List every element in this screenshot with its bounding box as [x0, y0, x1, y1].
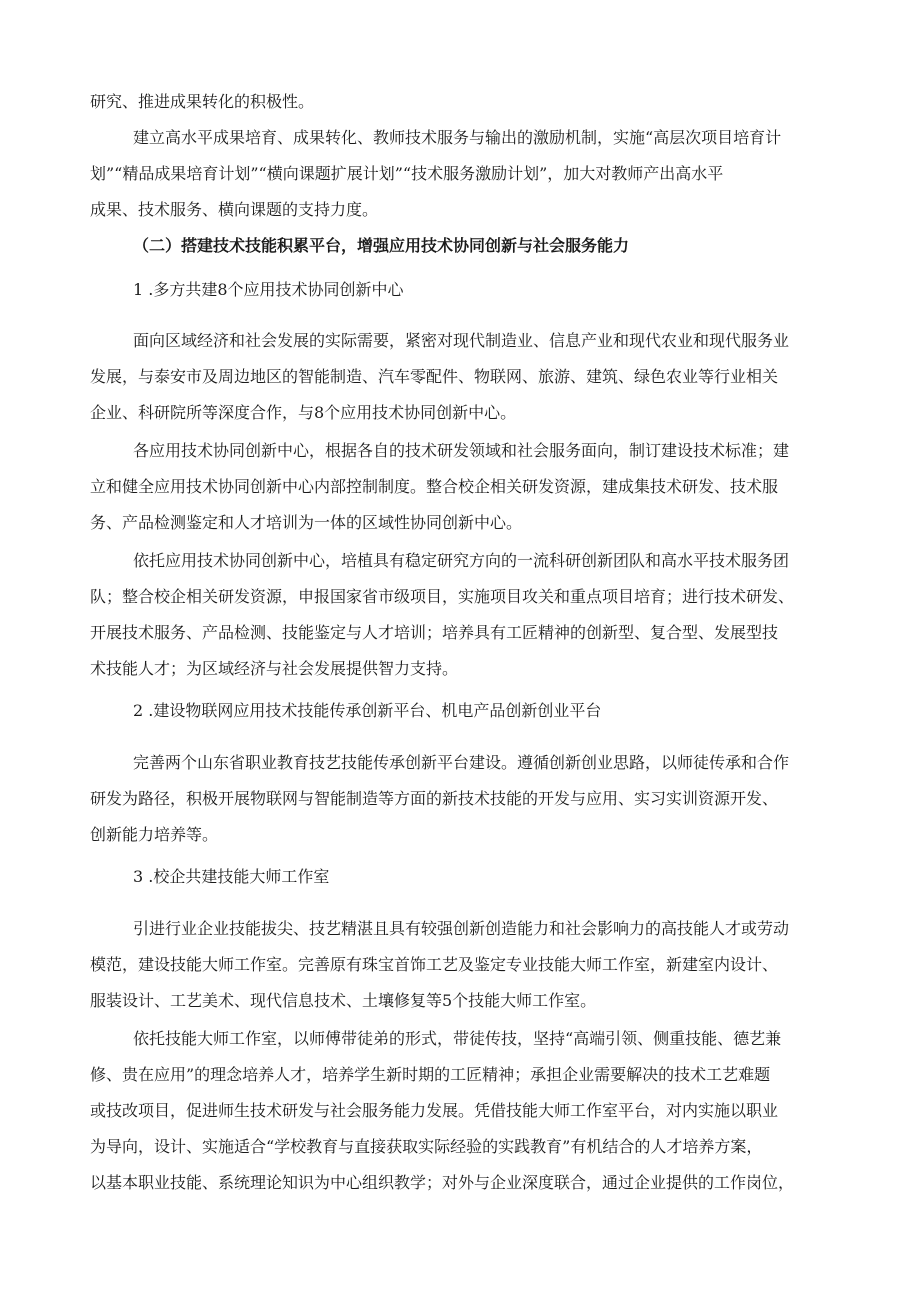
paragraph-line: 务、产品检测鉴定和人才培训为一体的区域性协同创新中心。 — [90, 513, 523, 532]
paragraph-line: 企业、科研院所等深度合作，与8个应用技术协同创新中心。 — [90, 403, 517, 422]
paragraph-line: 完善两个山东省职业教育技艺技能传承创新平台建设。遵循创新创业思路，以师徒传承和合作 — [133, 753, 790, 772]
paragraph-line: 队；整合校企相关研发资源，申报国家省市级项目，实施项目攻关和重点项目培育；进行技术研发、 — [90, 587, 795, 606]
paragraph-line: 模范，建设技能大师工作室。完善原有珠宝首饰工艺及鉴定专业技能大师工作室，新建室内设计、 — [90, 955, 779, 974]
paragraph-line: 开展技术服务、产品检测、技能鉴定与人才培训；培养具有工匠精神的创新型、复合型、发展型技 — [90, 623, 779, 642]
paragraph-line: 建立高水平成果培育、成果转化、教师技术服务与输出的激励机制，实施“高层次项目培育计 — [133, 128, 782, 147]
paragraph-line: 研究、推进成果转化的积极性。 — [90, 92, 315, 111]
item-title-1: 1 .多方共建8个应用技术协同创新中心 — [133, 280, 404, 299]
paragraph-line: 成果、技术服务、横向课题的支持力度。 — [90, 200, 379, 219]
paragraph-line: 引进行业企业技能拔尖、技艺精湛且具有较强创新创造能力和社会影响力的高技能人才或劳动 — [133, 919, 790, 938]
paragraph-line: 发展，与泰安市及周边地区的智能制造、汽车零配件、物联网、旅游、建筑、绿色农业等行业相关 — [90, 367, 779, 386]
paragraph-line: 划”“精品成果培育计划”“横向课题扩展计划”“技术服务激励计划”，加大对教师产出高水平 — [90, 164, 724, 183]
section-heading: （二）搭建技术技能积累平台，增强应用技术协同创新与社会服务能力 — [133, 236, 630, 255]
paragraph-line: 修、贵在应用”的理念培养人才，培养学生新时期的工匠精神；承担企业需要解决的技术工艺难题 — [90, 1065, 771, 1084]
paragraph-line: 创新能力培养等。 — [90, 825, 219, 844]
paragraph-line: 依托技能大师工作室，以师傅带徒弟的形式，带徒传技，坚持“高端引领、侧重技能、德艺兼 — [133, 1029, 782, 1048]
paragraph-line: 或技改项目，促进师生技术研发与社会服务能力发展。凭借技能大师工作室平台，对内实施以职业 — [90, 1101, 779, 1120]
paragraph-line: 立和健全应用技术协同创新中心内部控制制度。整合校企相关研发资源，建成集技术研发、技术服 — [90, 477, 779, 496]
item-title-2: 2 .建设物联网应用技术技能传承创新平台、机电产品创新创业平台 — [133, 701, 602, 720]
paragraph-line: 服装设计、工艺美术、现代信息技术、土壤修复等5个技能大师工作室。 — [90, 991, 597, 1010]
paragraph-line: 研发为路径，积极开展物联网与智能制造等方面的新技术技能的开发与应用、实习实训资源开发、 — [90, 789, 779, 808]
paragraph-line: 术技能人才；为区域经济与社会发展提供智力支持。 — [90, 659, 459, 678]
paragraph-line: 依托应用技术协同创新中心，培植具有稳定研究方向的一流科研创新团队和高水平技术服务团 — [133, 551, 790, 570]
item-title-3: 3 .校企共建技能大师工作室 — [133, 867, 330, 886]
paragraph-line: 为导向，设计、实施适合“学校教育与直接获取实际经验的实践教育”有机结合的人才培养方案， — [90, 1137, 763, 1156]
paragraph-line: 各应用技术协同创新中心，根据各自的技术研发领域和社会服务面向，制订建设技术标准；建 — [133, 441, 790, 460]
paragraph-line: 以基本职业技能、系统理论知识为中心组织教学；对外与企业深度联合，通过企业提供的工作岗位， — [90, 1173, 795, 1192]
paragraph-line: 面向区域经济和社会发展的实际需要，紧密对现代制造业、信息产业和现代农业和现代服务业 — [133, 331, 790, 350]
